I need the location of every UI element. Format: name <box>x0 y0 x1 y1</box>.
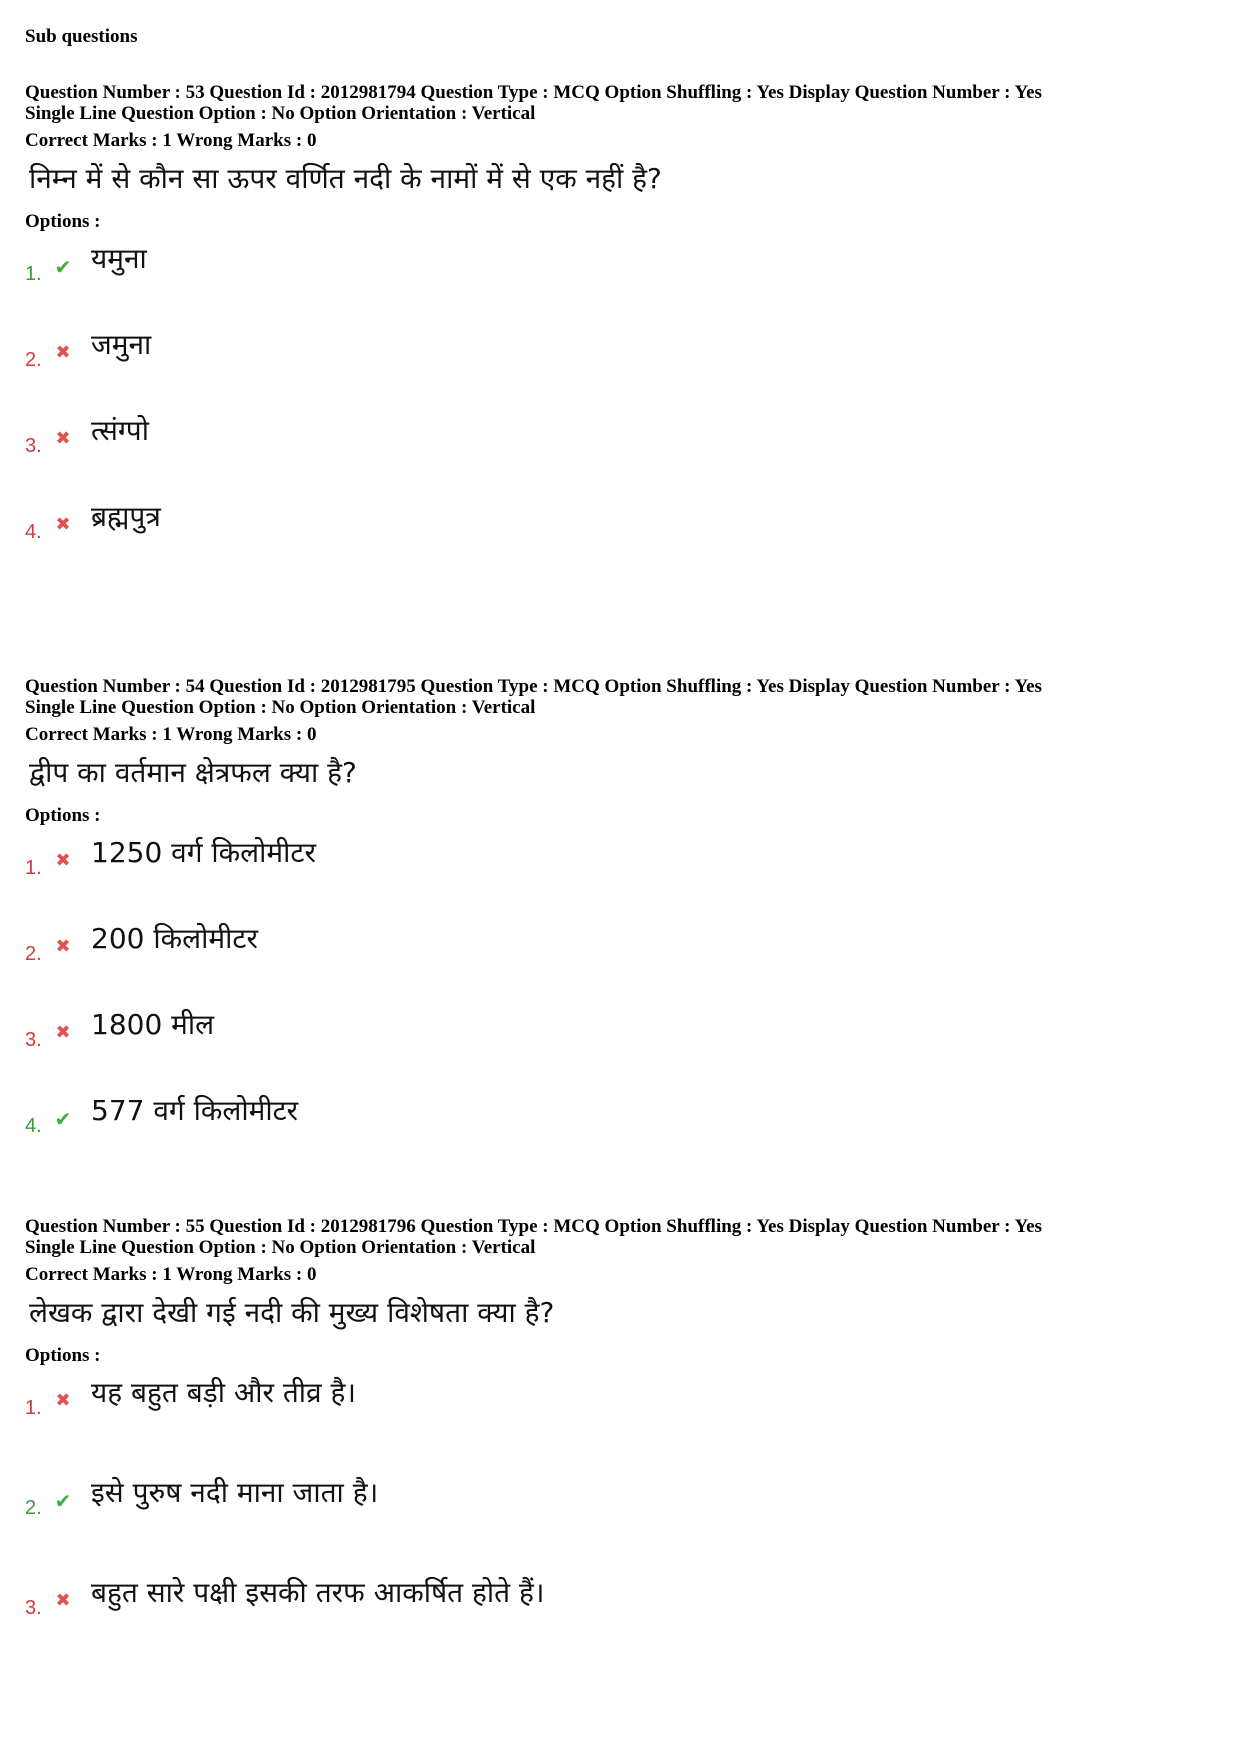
option-number: 3. <box>25 1597 42 1619</box>
cross-icon: ✖ <box>55 428 71 449</box>
question-meta: Question Number : 55 Question Id : 2012981796 Question Type : MCQ Option Shuffling : Yes Display Question Number : Yes <box>25 1216 1042 1237</box>
option-text: 1800 मील <box>91 1008 215 1041</box>
option-number: 4. <box>25 1115 42 1137</box>
option-number: 2. <box>25 1497 42 1519</box>
cross-icon: ✖ <box>55 1022 71 1043</box>
option-text: इसे पुरुष नदी माना जाता है। <box>91 1476 379 1509</box>
option-number: 3. <box>25 1029 42 1051</box>
option-text: यमुना <box>91 242 147 275</box>
option-text: ब्रह्मपुत्र <box>91 500 161 533</box>
cross-icon: ✖ <box>55 850 71 871</box>
check-icon: ✔ <box>54 1107 72 1131</box>
question-meta-options: Single Line Question Option : No Option Orientation : Vertical <box>25 103 536 124</box>
page-heading: Sub questions <box>25 26 138 47</box>
question-marks: Correct Marks : 1 Wrong Marks : 0 <box>25 724 317 745</box>
question-text: निम्न में से कौन सा ऊपर वर्णित नदी के नामों में से एक नहीं है? <box>29 162 662 195</box>
option-text: यह बहुत बड़ी और तीव्र है। <box>91 1376 357 1409</box>
option-item <box>25 835 1215 921</box>
question-block-55 <box>25 1216 1215 1675</box>
option-number: 1. <box>25 263 42 285</box>
option-number: 2. <box>25 349 42 371</box>
question-block-54 <box>25 676 1215 1179</box>
question-meta-options: Single Line Question Option : No Option Orientation : Vertical <box>25 697 536 718</box>
question-text: लेखक द्वारा देखी गई नदी की मुख्य विशेषता क्या है? <box>29 1296 555 1329</box>
option-text: त्संग्पो <box>91 414 149 447</box>
option-item <box>25 1007 1215 1093</box>
option-number: 1. <box>25 1397 42 1419</box>
options-label: Options : <box>25 805 101 826</box>
option-text: 200 किलोमीटर <box>91 922 258 955</box>
check-icon: ✔ <box>54 1489 72 1513</box>
option-item <box>25 1475 1215 1575</box>
option-item <box>25 499 1215 585</box>
cross-icon: ✖ <box>55 936 71 957</box>
options-label: Options : <box>25 1345 101 1366</box>
option-number: 3. <box>25 435 42 457</box>
option-item <box>25 921 1215 1007</box>
option-item <box>25 241 1215 327</box>
option-item <box>25 1093 1215 1179</box>
option-number: 1. <box>25 857 42 879</box>
options-label: Options : <box>25 211 101 232</box>
question-block-53 <box>25 82 1215 585</box>
question-meta-options: Single Line Question Option : No Option Orientation : Vertical <box>25 1237 536 1258</box>
check-icon: ✔ <box>54 255 72 279</box>
option-item <box>25 413 1215 499</box>
option-item <box>25 1575 1215 1675</box>
option-item <box>25 1375 1215 1475</box>
cross-icon: ✖ <box>55 342 71 363</box>
question-meta: Question Number : 54 Question Id : 2012981795 Question Type : MCQ Option Shuffling : Yes Display Question Number : Yes <box>25 676 1042 697</box>
question-marks: Correct Marks : 1 Wrong Marks : 0 <box>25 1264 317 1285</box>
option-number: 2. <box>25 943 42 965</box>
cross-icon: ✖ <box>55 1590 71 1611</box>
question-marks: Correct Marks : 1 Wrong Marks : 0 <box>25 130 317 151</box>
option-item <box>25 327 1215 413</box>
option-text: 577 वर्ग किलोमीटर <box>91 1094 299 1127</box>
option-text: 1250 वर्ग किलोमीटर <box>91 836 316 869</box>
cross-icon: ✖ <box>55 1390 71 1411</box>
question-text: द्वीप का वर्तमान क्षेत्रफल क्या है? <box>29 756 357 789</box>
question-meta: Question Number : 53 Question Id : 2012981794 Question Type : MCQ Option Shuffling : Yes Display Question Number : Yes <box>25 82 1042 103</box>
option-text: जमुना <box>91 328 152 361</box>
option-text: बहुत सारे पक्षी इसकी तरफ आकर्षित होते हैं। <box>91 1576 545 1609</box>
cross-icon: ✖ <box>55 514 71 535</box>
option-number: 4. <box>25 521 42 543</box>
